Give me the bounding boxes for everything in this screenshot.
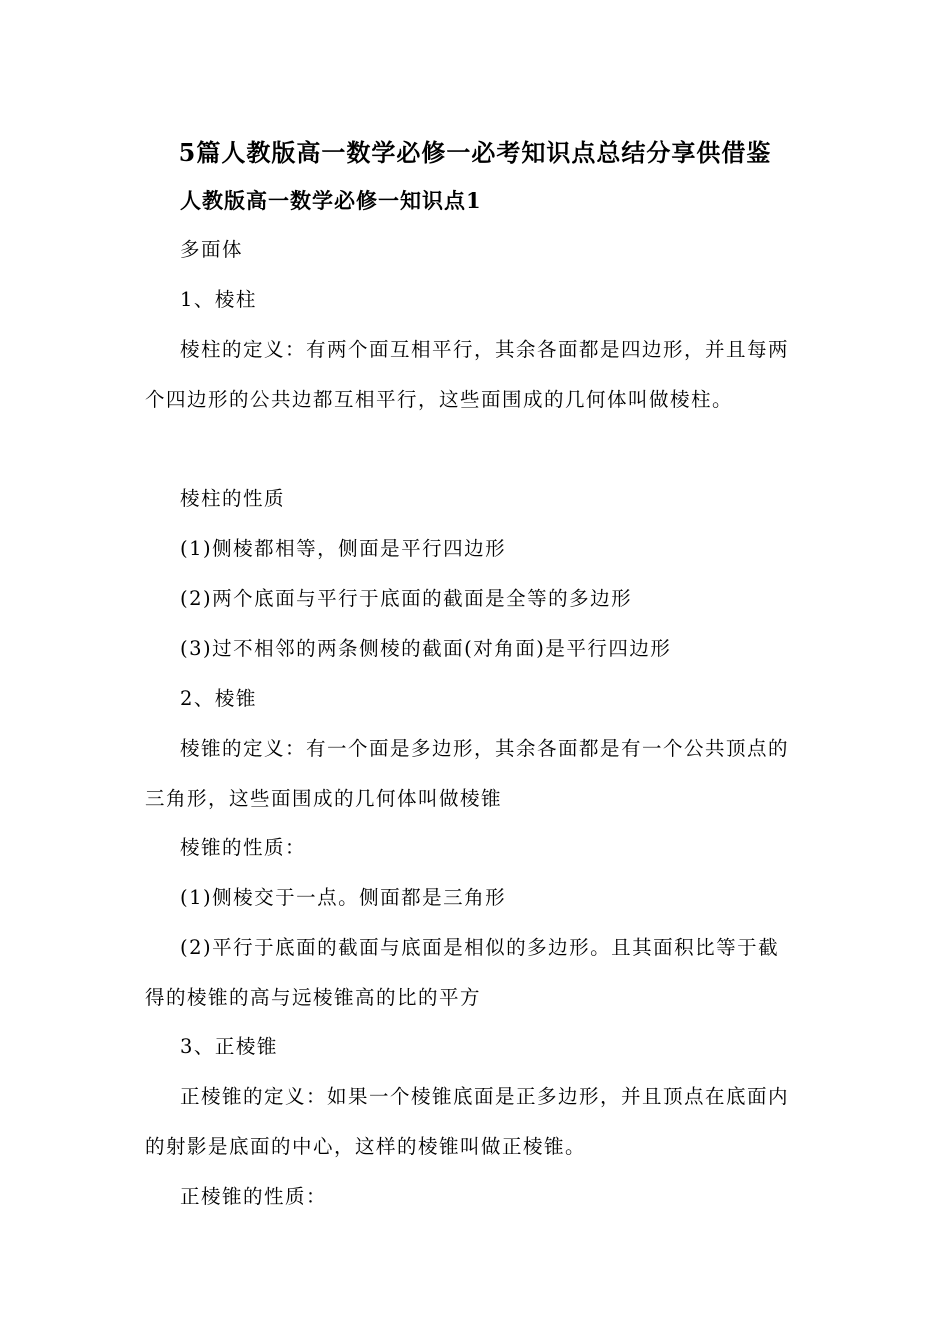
paragraph: (2)两个底面与平行于底面的截面是全等的多边形 [180, 587, 633, 610]
paragraph: 正棱锥的性质： [180, 1185, 328, 1208]
paragraph: 棱锥的定义：有一个面是多边形，其余各面都是有一个公共顶点的三角形，这些面围成的几何体叫做棱锥 [145, 737, 790, 810]
paragraph: 棱柱的定义：有两个面互相平行，其余各面都是四边形，并且每两个四边形的公共边都互相平行，这些面围成的几何体叫做棱柱。 [145, 338, 790, 411]
paragraph: (3)过不相邻的两条侧棱的截面(对角面)是平行四边形 [180, 637, 672, 660]
paragraph: 多面体 [180, 238, 244, 261]
paragraph: 2、棱锥 [180, 687, 257, 710]
paragraph: (1)侧棱交于一点。侧面都是三角形 [180, 886, 507, 909]
paragraph: (1)侧棱都相等，侧面是平行四边形 [180, 537, 507, 560]
paragraph: 1、棱柱 [180, 288, 257, 311]
document-title: 5篇人教版高一数学必修一必考知识点总结分享供借鉴 [178, 138, 772, 167]
section-heading: 人教版高一数学必修一知识点1 [180, 188, 482, 213]
paragraph: 正棱锥的定义：如果一个棱锥底面是正多边形，并且顶点在底面内的射影是底面的中心，这样的棱锥叫做正棱锥。 [145, 1085, 790, 1158]
paragraph: 棱柱的性质 [180, 487, 286, 510]
paragraph: 棱锥的性质： [180, 836, 307, 859]
paragraph: (2)平行于底面的截面与底面是相似的多边形。且其面积比等于截得的棱锥的高与远棱锥高的比的平方 [145, 936, 780, 1009]
paragraph: 3、正棱锥 [180, 1035, 278, 1058]
